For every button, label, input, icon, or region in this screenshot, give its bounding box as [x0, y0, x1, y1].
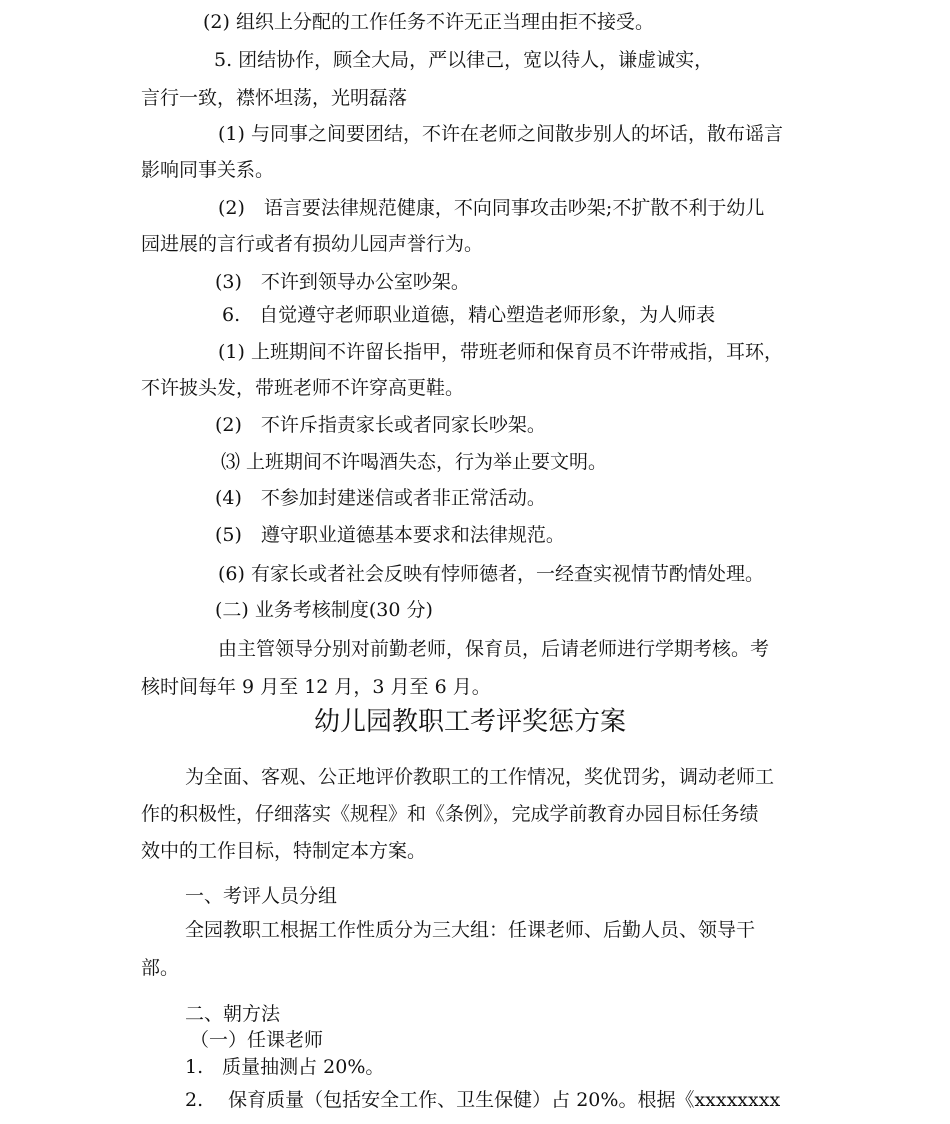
text-line: 言行一致，襟怀坦荡，光明磊落: [141, 87, 408, 109]
text-line: (1) 上班期间不许留长指甲，带班老师和保育员不许带戒指，耳环，: [218, 341, 783, 363]
text-line: (4) 不参加封建迷信或者非正常活动。: [215, 487, 546, 509]
text-line: 为全面、客观、公正地评价教职工的工作情况，奖优罚劣，调动老师工: [185, 766, 775, 788]
text-line: 6. 自觉遵守老师职业道德，精心塑造老师形象，为人师表: [222, 304, 716, 326]
section-heading: 二、朝方法: [185, 1003, 281, 1025]
list-item: 1. 质量抽测占 20%。: [185, 1056, 385, 1078]
text-line: 部。: [141, 957, 180, 979]
sub-heading: （一）任课老师: [190, 1029, 324, 1051]
text-line: (3) 不许到领导办公室吵架。: [215, 271, 470, 293]
text-line: 影响同事关系。: [141, 159, 275, 181]
text-line: 效中的工作目标，特制定本方案。: [141, 840, 427, 862]
text-line: (6) 有家长或者社会反映有悖师德者，一经查实视情节酌情处理。: [218, 563, 764, 585]
text-line: (1) 与同事之间要团结，不许在老师之间散步别人的坏话，散布谣言: [218, 123, 783, 145]
text-line: 5. 团结协作，顾全大局，严以律己，宽以待人，谦虚诚实，: [214, 49, 714, 71]
text-line: (2) 组织上分配的工作任务不许无正当理由拒不接受。: [203, 11, 654, 33]
text-line: 园进展的言行或者有损幼儿园声誉行为。: [141, 233, 484, 255]
text-line: 不许披头发，带班老师不许穿高更鞋。: [141, 377, 465, 399]
text-line: (5) 遵守职业道德基本要求和法律规范。: [215, 524, 565, 546]
section-heading: 一、考评人员分组: [185, 885, 338, 907]
list-item: 2. 保育质量（包括安全工作、卫生保健）占 20%。根据《xxxxxxxx: [185, 1089, 781, 1111]
text-line: 由主管领导分别对前勤老师，保育员，后请老师进行学期考核。考: [218, 638, 770, 660]
text-line: (二) 业务考核制度(30 分): [215, 599, 433, 621]
text-line: (2) 不许斥指责家长或者同家长吵架。: [215, 414, 546, 436]
text-line: 核时间每年 9 月至 12 月，3 月至 6 月。: [141, 676, 491, 698]
document-title: 幼儿园教职工考评奖惩方案: [314, 707, 627, 737]
text-line: 作的积极性，仔细落实《规程》和《条例》，完成学前教育办园目标任务绩: [141, 803, 759, 825]
text-line: (2) 语言要法律规范健康，不向同事攻击吵架;不扩散不利于幼儿: [218, 197, 765, 219]
text-line: 全园教职工根据工作性质分为三大组：任课老师、后勤人员、领导干: [185, 919, 756, 941]
text-line: ⑶ 上班期间不许喝酒失态，行为举止要文明。: [221, 451, 608, 473]
